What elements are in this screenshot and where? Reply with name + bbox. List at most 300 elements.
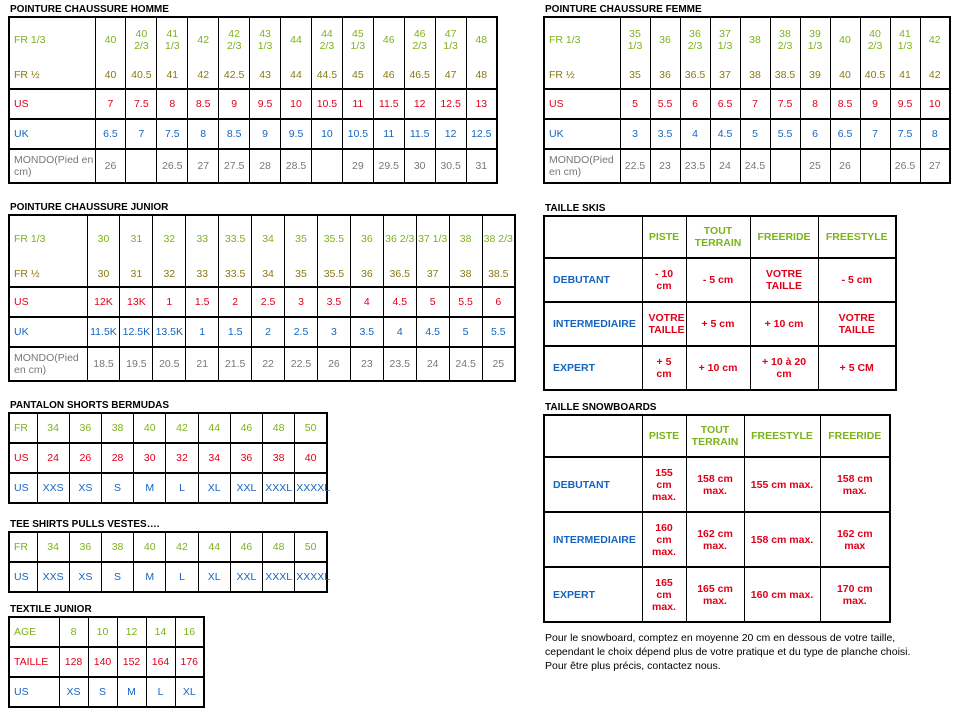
uk-cell: 9.5 (281, 119, 312, 149)
pantalon-us-num-cell: 30 (134, 443, 166, 473)
snow-cell: 165 cm max. (642, 567, 686, 622)
us-cell: 4 (350, 287, 383, 317)
frhalf-cell: 46.5 (404, 62, 435, 89)
skis-header: FREESTYLE (818, 216, 896, 258)
us-cell: 12 (404, 89, 435, 119)
mondo-cell: 27 (188, 149, 219, 183)
us-cell: 10.5 (311, 89, 342, 119)
frhalf-cell: 35 (620, 62, 650, 89)
us-cell: 1.5 (186, 287, 219, 317)
us-cell: 7 (95, 89, 126, 119)
us-cell: 3 (285, 287, 318, 317)
frhalf-cell: 31 (120, 262, 153, 287)
skis-cell: + 5 cm (686, 302, 750, 346)
pantalon-fr-cell: 42 (166, 413, 198, 443)
fr13-cell: 35.5 (317, 215, 350, 262)
fr13-cell: 44 2/3 (311, 17, 342, 62)
fr13-cell: 42 (920, 17, 950, 62)
frhalf-cell: 39 (800, 62, 830, 89)
uk-cell: 7 (126, 119, 157, 149)
snow-level-label: INTERMEDIAIRE (544, 512, 642, 567)
uk-cell: 4.5 (416, 317, 449, 347)
fr13-cell: 41 1/3 (890, 17, 920, 62)
uk-cell: 11.5 (404, 119, 435, 149)
pantalon-us-num-label: US (9, 443, 37, 473)
pantalon-us-size-cell: XL (198, 473, 230, 503)
snow-cell: 155 cm max. (642, 457, 686, 512)
frhalf-cell: 43 (250, 62, 281, 89)
mondo-label: MONDO(Pied en cm) (9, 149, 95, 183)
us-cell: 11 (342, 89, 373, 119)
frhalf-cell: 36.5 (383, 262, 416, 287)
us-cell: 7.5 (770, 89, 800, 119)
uk-label: UK (9, 317, 87, 347)
mondo-cell: 21 (186, 347, 219, 381)
textile-taille-label: TAILLE (9, 647, 59, 677)
us-cell: 8.5 (188, 89, 219, 119)
tee-fr-cell: 40 (134, 532, 166, 562)
fr13-cell: 40 (830, 17, 860, 62)
fr13-cell: 33.5 (219, 215, 252, 262)
snow-cell: 155 cm max. (744, 457, 820, 512)
uk-cell: 12.5 (466, 119, 497, 149)
pantalon-us-num-cell: 32 (166, 443, 198, 473)
mondo-cell: 29.5 (373, 149, 404, 183)
fr13-label: FR 1/3 (544, 17, 620, 62)
mondo-cell: 20.5 (153, 347, 186, 381)
us-cell: 10 (281, 89, 312, 119)
tee-us-cell: XXS (37, 562, 69, 592)
mondo-cell: 23 (350, 347, 383, 381)
fr13-cell: 35 (285, 215, 318, 262)
skis-header: PISTE (642, 216, 686, 258)
snow-level-label: EXPERT (544, 567, 642, 622)
uk-cell: 5.5 (770, 119, 800, 149)
snow-cell: 158 cm max. (820, 457, 890, 512)
mondo-label: MONDO(Pied en cm) (9, 347, 87, 381)
uk-label: UK (9, 119, 95, 149)
uk-cell: 2.5 (285, 317, 318, 347)
frhalf-label: FR ½ (9, 262, 87, 287)
textile-age-label: AGE (9, 617, 59, 647)
us-cell: 6.5 (710, 89, 740, 119)
textile-us-cell: M (117, 677, 146, 707)
us-cell: 1 (153, 287, 186, 317)
fr13-label: FR 1/3 (9, 215, 87, 262)
textile-us-cell: S (88, 677, 117, 707)
us-cell: 5.5 (650, 89, 680, 119)
mondo-cell: 23.5 (680, 149, 710, 183)
frhalf-cell: 45 (342, 62, 373, 89)
pantalon-size-table (8, 412, 331, 504)
fr13-cell: 31 (120, 215, 153, 262)
frhalf-cell: 32 (153, 262, 186, 287)
fr13-cell: 36 2/3 (680, 17, 710, 62)
skis-cell: + 5 cm (642, 346, 686, 390)
snow-header: TOUT TERRAIN (686, 415, 744, 457)
uk-cell: 3 (620, 119, 650, 149)
snow-cell: 162 cm max. (686, 512, 744, 567)
mondo-label: MONDO(Pied en cm) (544, 149, 620, 183)
mondo-cell: 28 (250, 149, 281, 183)
skis-level-label: DEBUTANT (544, 258, 642, 302)
frhalf-cell: 37 (416, 262, 449, 287)
us-cell: 2 (219, 287, 252, 317)
mondo-cell: 29 (342, 149, 373, 183)
frhalf-cell: 38 (740, 62, 770, 89)
uk-cell: 6.5 (830, 119, 860, 149)
skis-cell: + 5 CM (818, 346, 896, 390)
mondo-cell (770, 149, 800, 183)
mondo-cell: 22.5 (620, 149, 650, 183)
us-label: US (544, 89, 620, 119)
snowboard-note (545, 631, 910, 673)
uk-cell: 7 (860, 119, 890, 149)
pantalon-us-size-cell: XS (69, 473, 101, 503)
mondo-cell: 24 (710, 149, 740, 183)
frhalf-label: FR ½ (544, 62, 620, 89)
skis-header: TOUT TERRAIN (686, 216, 750, 258)
pantalon-fr-label: FR (9, 413, 37, 443)
note-line-3: Pour être plus précis, contactez nous. (545, 660, 721, 672)
mondo-cell: 23 (650, 149, 680, 183)
textile-age-cell: 16 (175, 617, 204, 647)
snow-cell: 160 cm max. (642, 512, 686, 567)
frhalf-cell: 34 (252, 262, 285, 287)
mondo-cell (860, 149, 890, 183)
tee-fr-cell: 48 (263, 532, 295, 562)
uk-cell: 3.5 (650, 119, 680, 149)
frhalf-cell: 44.5 (311, 62, 342, 89)
frhalf-cell: 35.5 (317, 262, 350, 287)
mondo-cell: 26 (95, 149, 126, 183)
pantalon-us-size-cell: L (166, 473, 198, 503)
uk-cell: 12.5K (120, 317, 153, 347)
us-label: US (9, 287, 87, 317)
fr13-cell: 40 2/3 (860, 17, 890, 62)
fr13-cell: 37 1/3 (710, 17, 740, 62)
pantalon-us-size-cell: M (134, 473, 166, 503)
mondo-cell (126, 149, 157, 183)
tee-size-table (8, 531, 331, 593)
frhalf-cell: 42.5 (219, 62, 250, 89)
skis-cell: VOTRE TAILLE (750, 258, 818, 302)
pantalon-fr-cell: 38 (101, 413, 133, 443)
mondo-cell: 25 (482, 347, 515, 381)
uk-cell: 2 (252, 317, 285, 347)
us-cell: 11.5 (373, 89, 404, 119)
note-line-1: Pour le snowboard, comptez en moyenne 20 cm en dessous de votre taille, (545, 632, 896, 644)
snow-cell: 170 cm max. (820, 567, 890, 622)
uk-cell: 3.5 (350, 317, 383, 347)
mondo-cell: 30.5 (435, 149, 466, 183)
uk-cell: 3 (317, 317, 350, 347)
fr13-cell: 37 1/3 (416, 215, 449, 262)
frhalf-cell: 42 (188, 62, 219, 89)
mondo-cell: 22.5 (285, 347, 318, 381)
uk-cell: 7.5 (890, 119, 920, 149)
tee-fr-cell: 38 (101, 532, 133, 562)
uk-cell: 4 (383, 317, 416, 347)
pantalon-us-num-cell: 36 (230, 443, 262, 473)
tee-title: TEE SHIRTS PULLS VESTES…. (10, 519, 160, 530)
pantalon-fr-cell: 48 (263, 413, 295, 443)
us-cell: 6 (482, 287, 515, 317)
skis-level-label: EXPERT (544, 346, 642, 390)
fr13-label: FR 1/3 (9, 17, 95, 62)
fr13-cell: 34 (252, 215, 285, 262)
mondo-cell: 21.5 (219, 347, 252, 381)
mondo-cell: 26.5 (890, 149, 920, 183)
homme-size-table (8, 16, 498, 184)
fr13-cell: 46 (373, 17, 404, 62)
skis-cell: + 10 cm (686, 346, 750, 390)
snow-level-label: DEBUTANT (544, 457, 642, 512)
frhalf-cell: 44 (281, 62, 312, 89)
uk-cell: 9 (250, 119, 281, 149)
pantalon-fr-cell: 40 (134, 413, 166, 443)
us-label: US (9, 89, 95, 119)
frhalf-cell: 33.5 (219, 262, 252, 287)
skis-cell: VOTRE TAILLE (818, 302, 896, 346)
snow-header: FREESTYLE (744, 415, 820, 457)
fr13-cell: 44 (281, 17, 312, 62)
us-cell: 7.5 (126, 89, 157, 119)
pantalon-fr-cell: 44 (198, 413, 230, 443)
pantalon-title: PANTALON SHORTS BERMUDAS (10, 400, 170, 411)
note-line-2: cependant le choix dépend plus de votre pratique et du type de planche choisi. (545, 646, 911, 658)
us-cell: 5 (620, 89, 650, 119)
textile-us-cell: XS (59, 677, 88, 707)
tee-fr-label: FR (9, 532, 37, 562)
uk-cell: 4.5 (710, 119, 740, 149)
pantalon-fr-cell: 50 (295, 413, 327, 443)
us-cell: 2.5 (252, 287, 285, 317)
pantalon-us-num-cell: 40 (295, 443, 327, 473)
textile-us-label: US (9, 677, 59, 707)
fr13-cell: 45 1/3 (342, 17, 373, 62)
skis-cell: - 10 cm (642, 258, 686, 302)
fr13-cell: 36 2/3 (383, 215, 416, 262)
fr13-cell: 43 1/3 (250, 17, 281, 62)
uk-cell: 12 (435, 119, 466, 149)
us-cell: 10 (920, 89, 950, 119)
tee-us-cell: XXXXL (295, 562, 327, 592)
us-cell: 9.5 (890, 89, 920, 119)
uk-cell: 4 (680, 119, 710, 149)
textile-us-cell: XL (175, 677, 204, 707)
uk-cell: 7.5 (157, 119, 188, 149)
tee-fr-cell: 50 (295, 532, 327, 562)
tee-us-cell: S (101, 562, 133, 592)
fr13-cell: 42 2/3 (219, 17, 250, 62)
pantalon-us-size-label: US (9, 473, 37, 503)
us-cell: 12.5 (435, 89, 466, 119)
frhalf-cell: 40 (830, 62, 860, 89)
uk-cell: 5 (449, 317, 482, 347)
us-cell: 8 (800, 89, 830, 119)
textile-taille-cell: 128 (59, 647, 88, 677)
skis-table (543, 215, 897, 391)
pantalon-us-size-cell: XXL (230, 473, 262, 503)
pantalon-fr-cell: 34 (37, 413, 69, 443)
snow-header: PISTE (642, 415, 686, 457)
uk-cell: 8 (188, 119, 219, 149)
fr13-cell: 36 (650, 17, 680, 62)
frhalf-cell: 41 (157, 62, 188, 89)
femme-size-table (543, 16, 951, 184)
uk-cell: 13.5K (153, 317, 186, 347)
pantalon-us-size-cell: XXXL (263, 473, 295, 503)
frhalf-cell: 40.5 (860, 62, 890, 89)
us-cell: 9 (219, 89, 250, 119)
fr13-cell: 40 2/3 (126, 17, 157, 62)
uk-cell: 11.5K (87, 317, 120, 347)
fr13-cell: 32 (153, 215, 186, 262)
snow-title: TAILLE SNOWBOARDS (545, 402, 657, 413)
mondo-cell: 24.5 (740, 149, 770, 183)
uk-cell: 8 (920, 119, 950, 149)
textile-size-table (8, 616, 205, 708)
tee-fr-cell: 36 (69, 532, 101, 562)
frhalf-cell: 46 (373, 62, 404, 89)
mondo-cell (311, 149, 342, 183)
mondo-cell: 31 (466, 149, 497, 183)
frhalf-cell: 40.5 (126, 62, 157, 89)
tee-us-cell: L (166, 562, 198, 592)
mondo-cell: 23.5 (383, 347, 416, 381)
uk-cell: 11 (373, 119, 404, 149)
us-cell: 13K (120, 287, 153, 317)
frhalf-cell: 38.5 (770, 62, 800, 89)
frhalf-cell: 36 (650, 62, 680, 89)
snow-corner (544, 415, 642, 457)
skis-cell: + 10 cm (750, 302, 818, 346)
fr13-cell: 30 (87, 215, 120, 262)
uk-cell: 10 (311, 119, 342, 149)
textile-age-cell: 10 (88, 617, 117, 647)
frhalf-cell: 36 (350, 262, 383, 287)
snow-cell: 162 cm max (820, 512, 890, 567)
tee-us-cell: XL (198, 562, 230, 592)
frhalf-cell: 37 (710, 62, 740, 89)
uk-label: UK (544, 119, 620, 149)
fr13-cell: 36 (350, 215, 383, 262)
fr13-cell: 40 (95, 17, 126, 62)
mondo-cell: 26.5 (157, 149, 188, 183)
fr13-cell: 42 (188, 17, 219, 62)
junior-size-table (8, 214, 516, 382)
fr13-cell: 33 (186, 215, 219, 262)
fr13-cell: 38 (449, 215, 482, 262)
uk-cell: 1.5 (219, 317, 252, 347)
fr13-cell: 48 (466, 17, 497, 62)
mondo-cell: 19.5 (120, 347, 153, 381)
fr13-cell: 39 1/3 (800, 17, 830, 62)
pantalon-us-num-cell: 28 (101, 443, 133, 473)
frhalf-cell: 40 (95, 62, 126, 89)
textile-us-cell: L (146, 677, 175, 707)
textile-taille-cell: 164 (146, 647, 175, 677)
pantalon-fr-cell: 46 (230, 413, 262, 443)
snow-cell: 165 cm max. (686, 567, 744, 622)
snowboards-table (543, 414, 891, 623)
tee-us-cell: M (134, 562, 166, 592)
mondo-cell: 24.5 (449, 347, 482, 381)
skis-level-label: INTERMEDIAIRE (544, 302, 642, 346)
textile-age-cell: 12 (117, 617, 146, 647)
skis-cell: + 10 à 20 cm (750, 346, 818, 390)
fr13-cell: 35 1/3 (620, 17, 650, 62)
mondo-cell: 27.5 (219, 149, 250, 183)
uk-cell: 6.5 (95, 119, 126, 149)
skis-title: TAILLE SKIS (545, 203, 606, 214)
uk-cell: 10.5 (342, 119, 373, 149)
skis-corner (544, 216, 642, 258)
fr13-cell: 38 (740, 17, 770, 62)
tee-fr-cell: 46 (230, 532, 262, 562)
frhalf-cell: 48 (466, 62, 497, 89)
fr13-cell: 41 1/3 (157, 17, 188, 62)
textile-age-cell: 8 (59, 617, 88, 647)
us-cell: 9 (860, 89, 890, 119)
us-cell: 7 (740, 89, 770, 119)
snow-cell: 160 cm max. (744, 567, 820, 622)
frhalf-cell: 36.5 (680, 62, 710, 89)
homme-title: POINTURE CHAUSSURE HOMME (10, 4, 169, 15)
frhalf-cell: 38.5 (482, 262, 515, 287)
mondo-cell: 26 (830, 149, 860, 183)
mondo-cell: 22 (252, 347, 285, 381)
pantalon-us-size-cell: XXS (37, 473, 69, 503)
pantalon-us-num-cell: 24 (37, 443, 69, 473)
pantalon-fr-cell: 36 (69, 413, 101, 443)
textile-taille-cell: 176 (175, 647, 204, 677)
mondo-cell: 30 (404, 149, 435, 183)
tee-us-cell: XXL (230, 562, 262, 592)
pantalon-us-size-cell: XXXXL (295, 473, 327, 503)
femme-title: POINTURE CHAUSSURE FEMME (545, 4, 702, 15)
frhalf-cell: 47 (435, 62, 466, 89)
fr13-cell: 46 2/3 (404, 17, 435, 62)
skis-cell: - 5 cm (818, 258, 896, 302)
uk-cell: 8.5 (219, 119, 250, 149)
frhalf-cell: 35 (285, 262, 318, 287)
uk-cell: 6 (800, 119, 830, 149)
frhalf-cell: 30 (87, 262, 120, 287)
pantalon-us-num-cell: 34 (198, 443, 230, 473)
textile-taille-cell: 140 (88, 647, 117, 677)
mondo-cell: 28.5 (281, 149, 312, 183)
uk-cell: 5.5 (482, 317, 515, 347)
us-cell: 8.5 (830, 89, 860, 119)
tee-fr-cell: 34 (37, 532, 69, 562)
us-cell: 5.5 (449, 287, 482, 317)
snow-cell: 158 cm max. (686, 457, 744, 512)
us-cell: 6 (680, 89, 710, 119)
pantalon-us-size-cell: S (101, 473, 133, 503)
tee-us-cell: XXXL (263, 562, 295, 592)
snow-cell: 158 cm max. (744, 512, 820, 567)
skis-cell: VOTRE TAILLE (642, 302, 686, 346)
frhalf-cell: 42 (920, 62, 950, 89)
textile-age-cell: 14 (146, 617, 175, 647)
us-cell: 3.5 (317, 287, 350, 317)
tee-fr-cell: 42 (166, 532, 198, 562)
uk-cell: 5 (740, 119, 770, 149)
junior-title: POINTURE CHAUSSURE JUNIOR (10, 202, 169, 213)
mondo-cell: 24 (416, 347, 449, 381)
